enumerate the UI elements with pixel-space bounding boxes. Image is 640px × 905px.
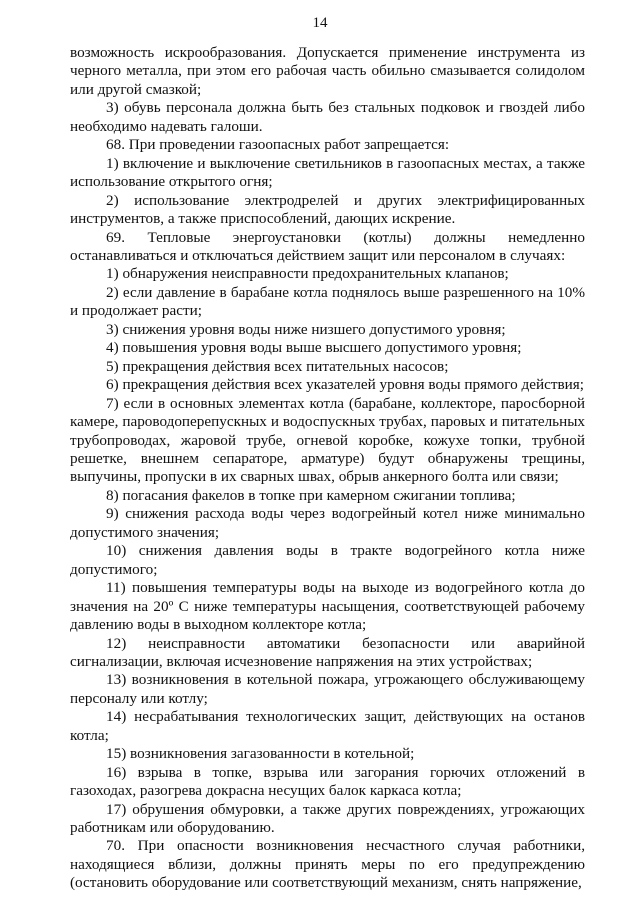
paragraph: 69. Тепловые энергоустановки (котлы) должны немедленно останавливаться и отключаться действием защит или персоналом в случаях: xyxy=(70,228,585,264)
paragraph: 70. При опасности возникновения несчастного случая работники, находящиеся вблизи, должны принять меры по его предупреждению (остановить оборудование или соответствующий механизм, снять напряжение, xyxy=(70,837,585,892)
paragraph: 8) погасания факелов в топке при камерном сжигании топлива; xyxy=(106,486,516,504)
paragraph: 2) использование электродрелей и других электрифицированных инструментов, а также приспособлений, дающих искрение. xyxy=(70,191,585,228)
paragraph: 11) повышения температуры воды на выходе из водогрейного котла до значения на 20º С ниже температуры насыщения, соответствующей рабочему давлению воды в выходном коллекторе котла; xyxy=(70,579,585,634)
body-text xyxy=(70,44,585,893)
paragraph: 4) повышения уровня воды выше высшего допустимого уровня; xyxy=(106,339,522,357)
paragraph: 68. При проведении газоопасных работ запрещается: xyxy=(106,136,450,154)
page-number: 14 xyxy=(312,15,328,31)
paragraph: 16) взрыва в топке, взрыва или загорания горючих отложений в газоходах, разогрева докрасна несущих балок каркаса котла; xyxy=(70,763,585,800)
paragraph: 14) несрабатывания технологических защит, действующих на останов котла; xyxy=(70,708,585,744)
paragraph: 1) обнаружения неисправности предохранительных клапанов; xyxy=(106,265,509,283)
paragraph: 2) если давление в барабане котла поднялось выше разрешенного на 10% и продолжает расти; xyxy=(70,283,585,320)
paragraph: 5) прекращения действия всех питательных насосов; xyxy=(106,357,449,375)
paragraph: 12) неисправности автоматики безопасности или аварийной сигнализации, включая исчезновение напряжения на этих устройствах; xyxy=(70,634,585,670)
paragraph: 17) обрушения обмуровки, а также других повреждениях, угрожающих работникам или оборудованию. xyxy=(70,800,585,837)
paragraph: 6) прекращения действия всех указателей уровня воды прямого действия; xyxy=(106,376,584,394)
paragraph: возможность искрообразования. Допускается применение инструмента из черного металла, при этом его рабочая часть обильно смазывается солидолом или другой смазкой; xyxy=(70,44,585,98)
paragraph: 1) включение и выключение светильников в газоопасных местах, а также использование открытого огня; xyxy=(70,154,585,191)
paragraph: 3) обувь персонала должна быть без стальных подковок и гвоздей либо необходимо надевать галоши. xyxy=(70,99,585,135)
paragraph: 3) снижения уровня воды ниже низшего допустимого уровня; xyxy=(106,320,506,338)
paragraph: 9) снижения расхода воды через водогрейный котел ниже минимально допустимого значения; xyxy=(70,505,585,541)
paragraph: 7) если в основных элементах котла (барабане, коллекторе, паросборной камере, пароводоперепускных и водоспускных трубах, паровых и питательных трубопроводах, жаровой трубе, огневой коробке, кожухе топки, трубной решетке, внешнем сепараторе, арматуре) будут обнаружены трещины, выпучины, пропуски в их сварных швах, обрыв анкерного болта или связи; xyxy=(70,394,585,486)
paragraph: 10) снижения давления воды в тракте водогрейного котла ниже допустимого; xyxy=(70,542,585,578)
paragraph: 13) возникновения в котельной пожара, угрожающего обслуживающему персоналу или котлу; xyxy=(70,671,585,707)
paragraph: 15) возникновения загазованности в котельной; xyxy=(106,745,415,763)
